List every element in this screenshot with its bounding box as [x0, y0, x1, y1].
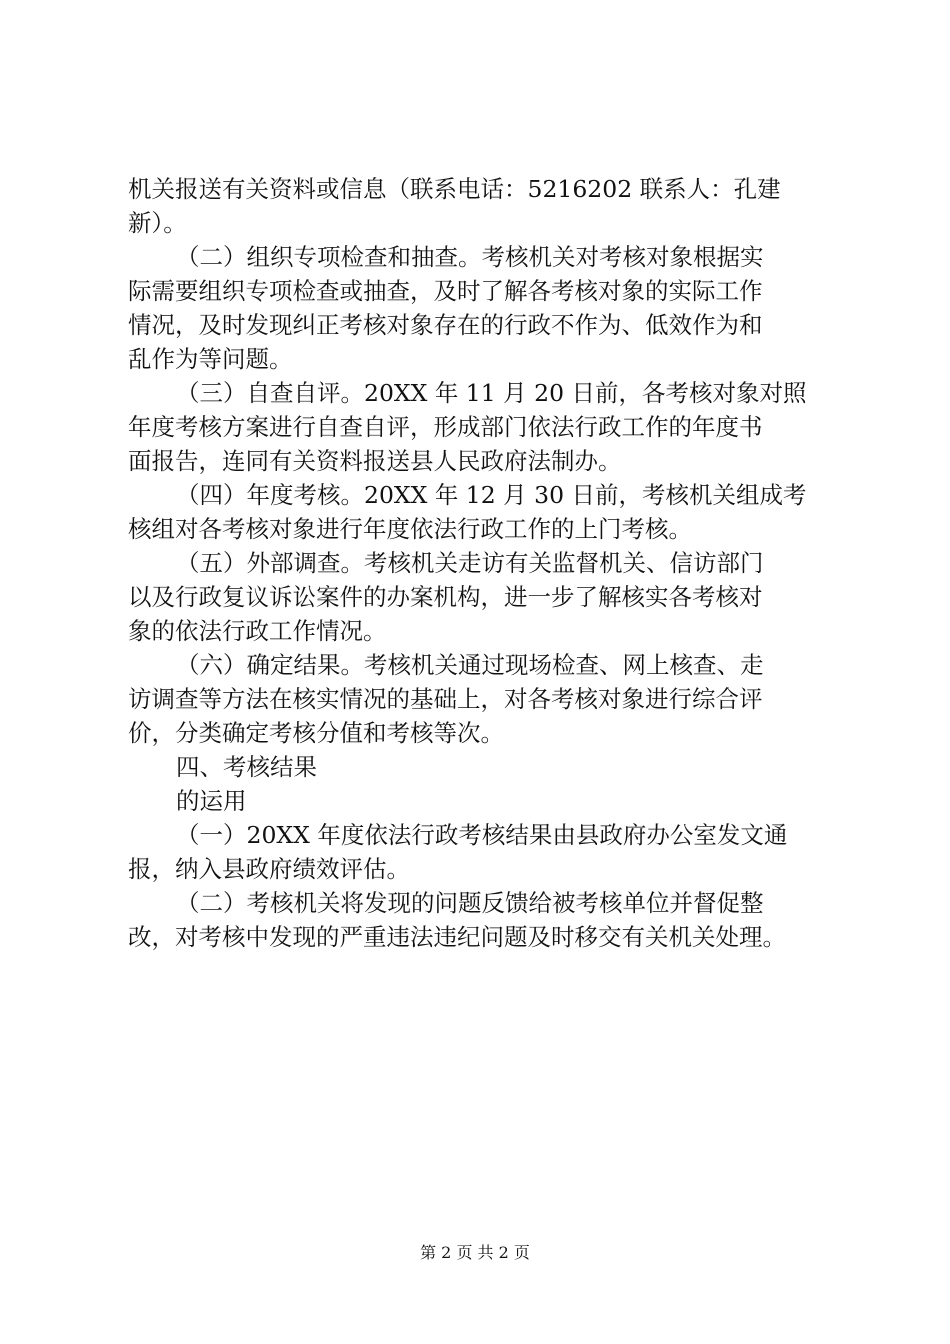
text-line-11: 核组对各考核对象进行年度依法行政工作的上门考核。 [128, 515, 692, 543]
text-line-16: 访调查等方法在核实情况的基础上，对各考核对象进行综合评 [128, 685, 763, 713]
text-line-14: 象的依法行政工作情况。 [128, 617, 387, 645]
section-heading-part-2: 的运用 [176, 787, 247, 815]
section-heading-part-1: 四、考核结果 [176, 753, 317, 781]
text-line-20: （一）20XX 年度依法行政考核结果由县政府办公室发文通 [176, 821, 788, 849]
text-line-12: （五）外部调查。考核机关走访有关监督机关、信访部门 [176, 549, 764, 577]
text-line-9: 面报告，连同有关资料报送县人民政府法制办。 [128, 447, 622, 475]
text-line-8: 年度考核方案进行自查自评，形成部门依法行政工作的年度书 [128, 413, 763, 441]
document-body [128, 172, 843, 954]
text-line-3: （二）组织专项检查和抽查。考核机关对考核对象根据实 [176, 243, 764, 271]
text-line-17: 价，分类确定考核分值和考核等次。 [128, 719, 504, 747]
page-footer: 第 2 页 共 2 页 [420, 1243, 530, 1262]
text-line-21: 报，纳入县政府绩效评估。 [128, 855, 410, 883]
text-line-7: （三）自查自评。20XX 年 11 月 20 日前，各考核对象对照 [176, 379, 807, 407]
text-line-15: （六）确定结果。考核机关通过现场检查、网上核查、走 [176, 651, 764, 679]
text-line-1: 机关报送有关资料或信息（联系电话：5216202 联系人：孔建 [128, 175, 781, 203]
text-line-22: （二）考核机关将发现的问题反馈给被考核单位并督促整 [176, 889, 764, 917]
text-line-13: 以及行政复议诉讼案件的办案机构，进一步了解核实各考核对 [128, 583, 763, 611]
text-line-23: 改，对考核中发现的严重违法违纪问题及时移交有关机关处理。 [128, 923, 786, 951]
text-line-10: （四）年度考核。20XX 年 12 月 30 日前，考核机关组成考 [176, 481, 807, 509]
text-line-4: 际需要组织专项检查或抽查，及时了解各考核对象的实际工作 [128, 277, 763, 305]
text-line-2: 新）。 [128, 209, 187, 237]
text-line-5: 情况，及时发现纠正考核对象存在的行政不作为、低效作为和 [128, 311, 763, 339]
text-line-6: 乱作为等问题。 [128, 345, 293, 373]
